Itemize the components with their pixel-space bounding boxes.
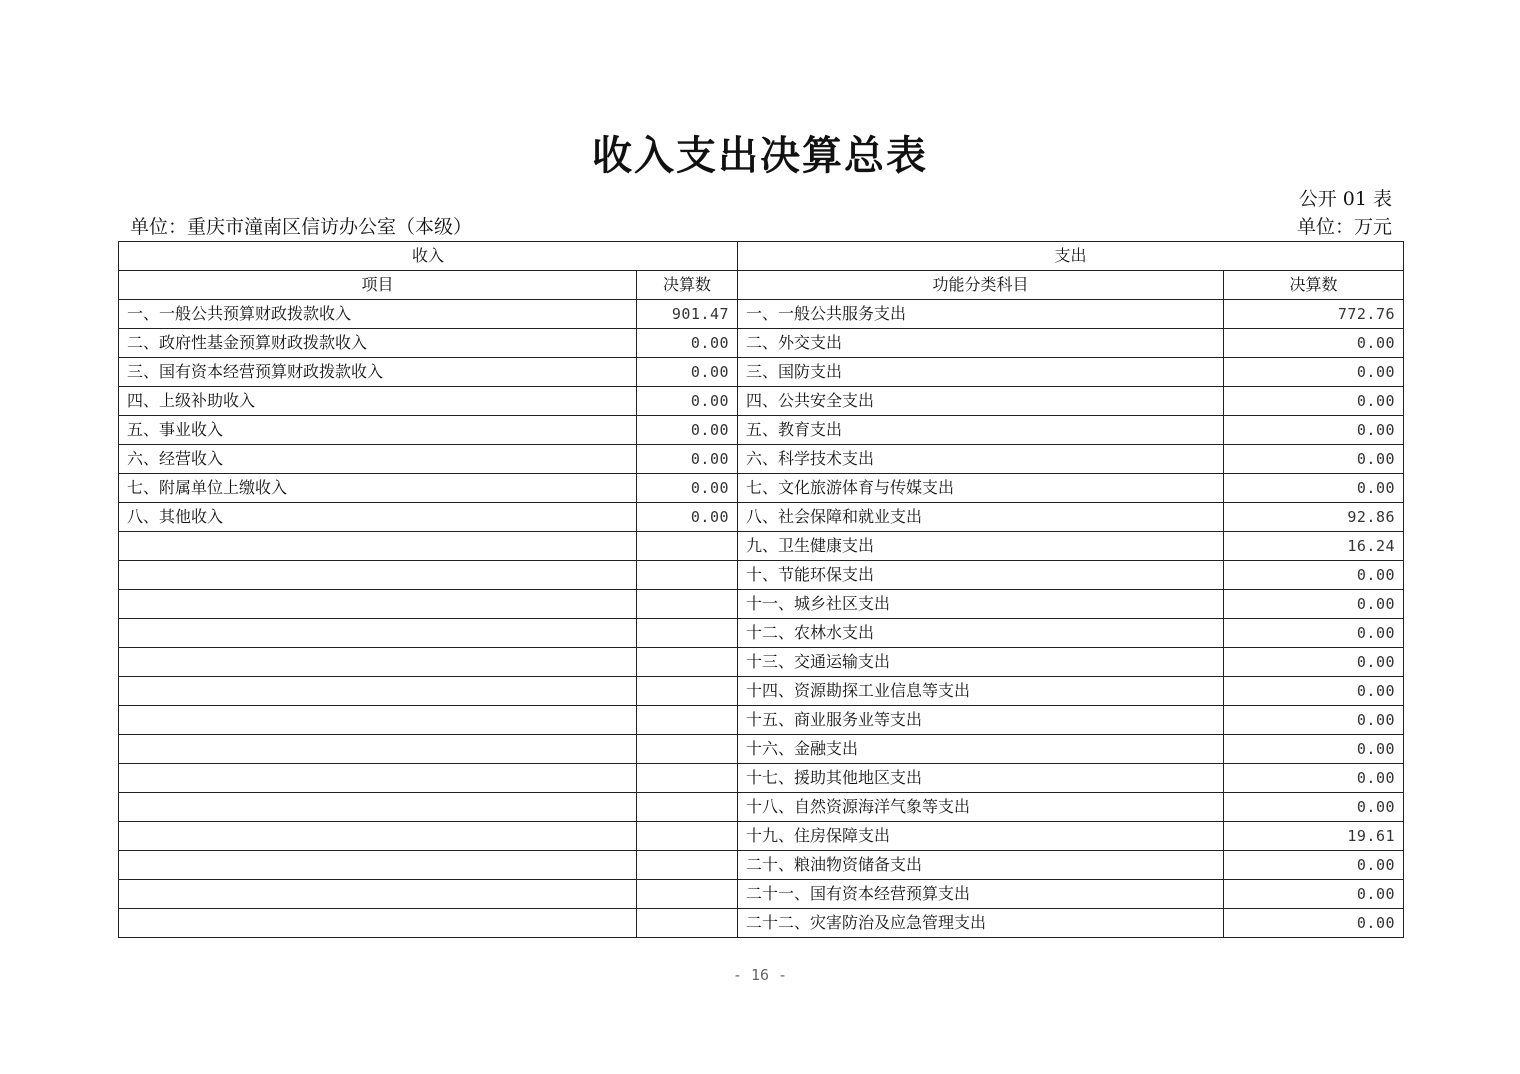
income-amount-cell: 0.00 [637, 503, 738, 532]
expense-amount-cell: 0.00 [1224, 909, 1404, 938]
income-amount-cell [637, 909, 738, 938]
table-row [119, 822, 1404, 851]
income-item-cell [119, 561, 637, 590]
table-row [119, 619, 1404, 648]
expense-item-cell: 十九、住房保障支出 [738, 822, 1224, 851]
expense-category-header: 功能分类科目 [738, 271, 1224, 300]
expense-amount-cell: 0.00 [1224, 416, 1404, 445]
table-row [119, 358, 1404, 387]
expense-amount-cell: 0.00 [1224, 358, 1404, 387]
income-amount-cell: 0.00 [637, 474, 738, 503]
table-row [119, 880, 1404, 909]
income-item-cell: 一、一般公共预算财政拨款收入 [119, 300, 637, 329]
expense-amount-cell: 0.00 [1224, 619, 1404, 648]
table-row [119, 474, 1404, 503]
expense-item-cell: 六、科学技术支出 [738, 445, 1224, 474]
income-item-cell [119, 764, 637, 793]
expense-amount-cell: 0.00 [1224, 764, 1404, 793]
expense-amount-cell: 0.00 [1224, 880, 1404, 909]
expense-item-cell: 三、国防支出 [738, 358, 1224, 387]
table-row [119, 300, 1404, 329]
table-row [119, 532, 1404, 561]
income-item-cell: 四、上级补助收入 [119, 387, 637, 416]
expense-amount-cell: 19.61 [1224, 822, 1404, 851]
income-item-cell [119, 532, 637, 561]
column-header-row [119, 271, 1404, 300]
expense-item-cell: 五、教育支出 [738, 416, 1224, 445]
table-row [119, 909, 1404, 938]
income-amount-cell [637, 590, 738, 619]
table-row [119, 387, 1404, 416]
expense-amount-cell: 0.00 [1224, 706, 1404, 735]
income-amount-cell [637, 619, 738, 648]
currency-unit: 单位：万元 [1296, 216, 1392, 238]
expense-amount-cell: 0.00 [1224, 793, 1404, 822]
expense-amount-cell: 0.00 [1224, 735, 1404, 764]
income-amount-cell [637, 793, 738, 822]
expense-amount-cell: 0.00 [1224, 648, 1404, 677]
table-row [119, 735, 1404, 764]
table-row [119, 329, 1404, 358]
income-amount-cell: 0.00 [637, 416, 738, 445]
income-item-cell [119, 851, 637, 880]
income-amount-cell [637, 880, 738, 909]
expense-item-cell: 十三、交通运输支出 [738, 648, 1224, 677]
table-row [119, 416, 1404, 445]
income-amount-cell: 901.47 [637, 300, 738, 329]
table-row [119, 590, 1404, 619]
income-amount-cell [637, 735, 738, 764]
expense-item-cell: 二十一、国有资本经营预算支出 [738, 880, 1224, 909]
expense-item-cell: 十二、农林水支出 [738, 619, 1224, 648]
income-item-cell: 二、政府性基金预算财政拨款收入 [119, 329, 637, 358]
table-row [119, 793, 1404, 822]
table-row [119, 677, 1404, 706]
expense-item-cell: 十一、城乡社区支出 [738, 590, 1224, 619]
income-amount-cell [637, 648, 738, 677]
expense-item-cell: 九、卫生健康支出 [738, 532, 1224, 561]
income-item-cell [119, 909, 637, 938]
income-amount-cell [637, 561, 738, 590]
income-item-cell [119, 706, 637, 735]
income-item-cell: 三、国有资本经营预算财政拨款收入 [119, 358, 637, 387]
table-row [119, 445, 1404, 474]
income-item-cell [119, 793, 637, 822]
expense-item-cell: 四、公共安全支出 [738, 387, 1224, 416]
income-amount-cell: 0.00 [637, 329, 738, 358]
income-amount-cell [637, 851, 738, 880]
income-item-header: 项目 [119, 271, 637, 300]
expense-amount-cell: 16.24 [1224, 532, 1404, 561]
expense-item-cell: 七、文化旅游体育与传媒支出 [738, 474, 1224, 503]
reporting-unit: 单位：重庆市潼南区信访办公室（本级） [130, 216, 473, 238]
income-item-cell: 八、其他收入 [119, 503, 637, 532]
expense-item-cell: 十四、资源勘探工业信息等支出 [738, 677, 1224, 706]
income-amount-cell [637, 677, 738, 706]
table-row [119, 851, 1404, 880]
expense-item-cell: 十六、金融支出 [738, 735, 1224, 764]
income-item-cell: 七、附属单位上缴收入 [119, 474, 637, 503]
income-item-cell: 五、事业收入 [119, 416, 637, 445]
expense-item-cell: 二十、粮油物资储备支出 [738, 851, 1224, 880]
expense-amount-cell: 0.00 [1224, 474, 1404, 503]
expense-amount-cell: 0.00 [1224, 590, 1404, 619]
income-section-header: 收入 [119, 242, 738, 271]
expense-item-cell: 二十二、灾害防治及应急管理支出 [738, 909, 1224, 938]
expense-item-cell: 二、外交支出 [738, 329, 1224, 358]
expense-item-cell: 十五、商业服务业等支出 [738, 706, 1224, 735]
income-amount-cell [637, 706, 738, 735]
expense-amount-cell: 772.76 [1224, 300, 1404, 329]
income-item-cell: 六、经营收入 [119, 445, 637, 474]
page-number: - 16 - [732, 966, 788, 984]
expense-amount-cell: 0.00 [1224, 677, 1404, 706]
income-amount-header: 决算数 [637, 271, 738, 300]
income-item-cell [119, 619, 637, 648]
income-amount-cell: 0.00 [637, 445, 738, 474]
table-row [119, 764, 1404, 793]
expense-item-cell: 十、节能环保支出 [738, 561, 1224, 590]
section-header-row [119, 242, 1404, 271]
income-item-cell [119, 590, 637, 619]
income-expense-table [118, 241, 1404, 938]
expense-item-cell: 一、一般公共服务支出 [738, 300, 1224, 329]
expense-section-header: 支出 [738, 242, 1404, 271]
table-row [119, 561, 1404, 590]
income-amount-cell [637, 532, 738, 561]
income-item-cell [119, 880, 637, 909]
form-number: 公开 01 表 [1298, 188, 1392, 210]
expense-amount-cell: 0.00 [1224, 445, 1404, 474]
expense-amount-cell: 0.00 [1224, 329, 1404, 358]
expense-amount-header: 决算数 [1224, 271, 1404, 300]
expense-item-cell: 十七、援助其他地区支出 [738, 764, 1224, 793]
income-item-cell [119, 648, 637, 677]
table-row [119, 503, 1404, 532]
expense-amount-cell: 92.86 [1224, 503, 1404, 532]
table-row [119, 648, 1404, 677]
document-title: 收入支出决算总表 [592, 132, 928, 179]
income-item-cell [119, 735, 637, 764]
income-item-cell [119, 822, 637, 851]
expense-amount-cell: 0.00 [1224, 851, 1404, 880]
expense-item-cell: 八、社会保障和就业支出 [738, 503, 1224, 532]
income-item-cell [119, 677, 637, 706]
income-amount-cell: 0.00 [637, 387, 738, 416]
income-amount-cell: 0.00 [637, 358, 738, 387]
income-amount-cell [637, 764, 738, 793]
expense-item-cell: 十八、自然资源海洋气象等支出 [738, 793, 1224, 822]
expense-amount-cell: 0.00 [1224, 387, 1404, 416]
income-amount-cell [637, 822, 738, 851]
table-row [119, 706, 1404, 735]
expense-amount-cell: 0.00 [1224, 561, 1404, 590]
